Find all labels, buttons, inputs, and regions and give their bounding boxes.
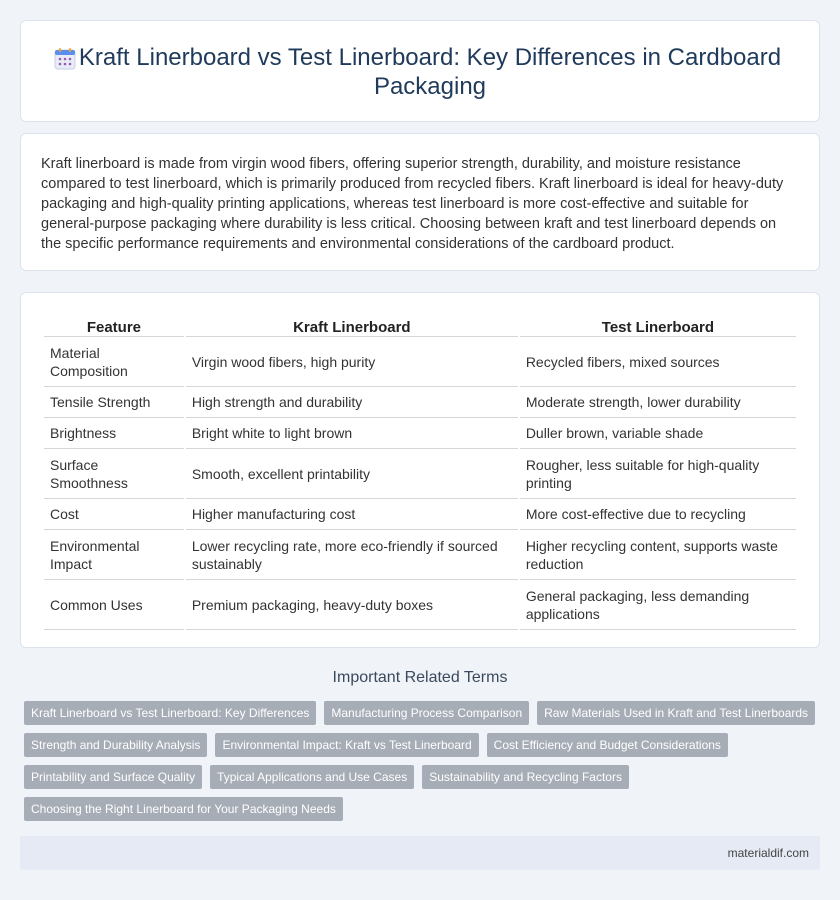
- cell-kraft: Smooth, excellent printability: [186, 449, 518, 499]
- tag-row: [20, 701, 820, 725]
- table-row: [44, 337, 796, 387]
- related-tag[interactable]: Typical Applications and Use Cases: [210, 765, 414, 789]
- header-card: [20, 20, 820, 122]
- cell-feature: Cost: [44, 499, 184, 530]
- cell-kraft: Lower recycling rate, more eco-friendly if sourced sustainably: [186, 530, 518, 580]
- table-row: [44, 387, 796, 418]
- related-tag[interactable]: Printability and Surface Quality: [24, 765, 202, 789]
- related-tag[interactable]: Cost Efficiency and Budget Considerations: [487, 733, 728, 757]
- header-feature: Feature: [44, 315, 184, 337]
- header-test: Test Linerboard: [520, 315, 796, 337]
- related-tag[interactable]: Sustainability and Recycling Factors: [422, 765, 629, 789]
- related-tag[interactable]: Strength and Durability Analysis: [24, 733, 207, 757]
- related-tags: [20, 701, 820, 829]
- cell-test: Higher recycling content, supports waste reduction: [520, 530, 796, 580]
- cell-test: More cost-effective due to recycling: [520, 499, 796, 530]
- table-row: [44, 449, 796, 499]
- cell-kraft: Bright white to light brown: [186, 418, 518, 449]
- table-row: [44, 580, 796, 630]
- cell-kraft: High strength and durability: [186, 387, 518, 418]
- cell-test: Moderate strength, lower durability: [520, 387, 796, 418]
- related-tag[interactable]: Manufacturing Process Comparison: [324, 701, 529, 725]
- footer: [20, 836, 820, 870]
- comparison-card: [20, 292, 820, 648]
- table-header-row: [44, 315, 796, 337]
- page-title: Kraft Linerboard vs Test Linerboard: Key Differences in Cardboard Packaging: [78, 44, 782, 100]
- related-tag[interactable]: Kraft Linerboard vs Test Linerboard: Key Differences: [24, 701, 316, 725]
- cell-feature: Material Composition: [44, 337, 184, 387]
- intro-card: [20, 133, 820, 271]
- footer-site-link[interactable]: materialdif.com: [727, 846, 809, 860]
- cell-test: Recycled fibers, mixed sources: [520, 337, 796, 387]
- related-tag[interactable]: Choosing the Right Linerboard for Your Packaging Needs: [24, 797, 343, 821]
- tag-row: [20, 765, 820, 789]
- cell-kraft: Higher manufacturing cost: [186, 499, 518, 530]
- tag-row: [20, 797, 820, 821]
- table-row: [44, 418, 796, 449]
- related-tag[interactable]: Raw Materials Used in Kraft and Test Linerboards: [537, 701, 815, 725]
- cell-test: Duller brown, variable shade: [520, 418, 796, 449]
- cell-feature: Common Uses: [44, 580, 184, 630]
- intro-paragraph: Kraft linerboard is made from virgin wood fibers, offering superior strength, durability, and moisture resistance compared to test linerboard, which is primarily produced from recycled fibers. Kraft linerboard is ideal for heavy-duty packaging and high-quality printing applications, whereas test linerboard is more cost-effective and suitable for general-purpose packaging where durability is less critical. Choosing between kraft and test linerboard depends on the specific performance requirements and environmental considerations of the cardboard product.: [41, 156, 784, 252]
- cell-feature: Tensile Strength: [44, 387, 184, 418]
- cell-feature: Surface Smoothness: [44, 449, 184, 499]
- comparison-table: [42, 315, 798, 630]
- header-kraft: Kraft Linerboard: [186, 315, 518, 337]
- cell-kraft: Virgin wood fibers, high purity: [186, 337, 518, 387]
- cell-test: Rougher, less suitable for high-quality printing: [520, 449, 796, 499]
- table-row: [44, 499, 796, 530]
- cell-test: General packaging, less demanding applications: [520, 580, 796, 630]
- table-row: [44, 530, 796, 580]
- tag-row: [20, 733, 820, 757]
- cell-feature: Brightness: [44, 418, 184, 449]
- related-terms-heading: Important Related Terms: [332, 669, 508, 686]
- cell-feature: Environmental Impact: [44, 530, 184, 580]
- cell-kraft: Premium packaging, heavy-duty boxes: [186, 580, 518, 630]
- related-tag[interactable]: Environmental Impact: Kraft vs Test Linerboard: [215, 733, 478, 757]
